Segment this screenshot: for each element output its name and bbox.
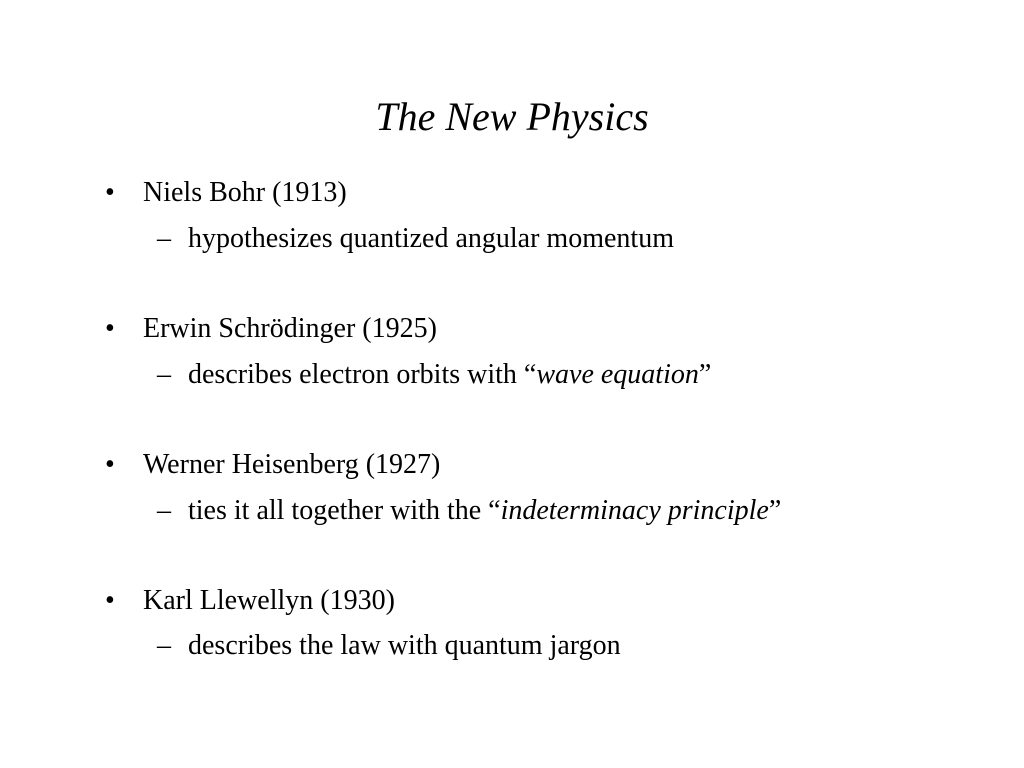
sub-item-llewellyn xyxy=(157,629,621,663)
sub-text-end: ” xyxy=(698,359,712,390)
sub-text: hypothesizes quantized angular momentum xyxy=(188,223,674,254)
bullet-item-schrodinger xyxy=(105,312,437,346)
bullet-label: Erwin Schrödinger (1925) xyxy=(143,313,437,344)
sub-marker: – xyxy=(157,630,171,661)
bullet-marker: • xyxy=(105,585,115,616)
bullet-label: Karl Llewellyn (1930) xyxy=(143,585,395,616)
sub-marker: – xyxy=(157,223,171,254)
bullet-item-heisenberg xyxy=(105,448,440,482)
sub-item-schrodinger xyxy=(157,358,711,392)
bullet-marker: • xyxy=(105,449,115,480)
bullet-item-llewellyn xyxy=(105,584,395,618)
sub-text-end: ” xyxy=(768,495,782,526)
bullet-label: Werner Heisenberg (1927) xyxy=(143,449,441,480)
bullet-marker: • xyxy=(105,313,115,344)
bullet-label: Niels Bohr (1913) xyxy=(143,177,347,208)
sub-text: ties it all together with the “ xyxy=(188,495,501,526)
slide-title: The New Physics xyxy=(375,94,649,139)
sub-item-heisenberg xyxy=(157,494,781,528)
sub-emphasis: indeterminacy principle xyxy=(500,495,769,526)
sub-marker: – xyxy=(157,495,171,526)
sub-marker: – xyxy=(157,359,171,390)
bullet-item-bohr xyxy=(105,176,347,210)
sub-item-bohr xyxy=(157,222,674,256)
bullet-marker: • xyxy=(105,177,115,208)
sub-text: describes the law with quantum jargon xyxy=(188,630,621,661)
sub-text: describes electron orbits with “ xyxy=(188,359,537,390)
sub-emphasis: wave equation xyxy=(536,359,699,390)
